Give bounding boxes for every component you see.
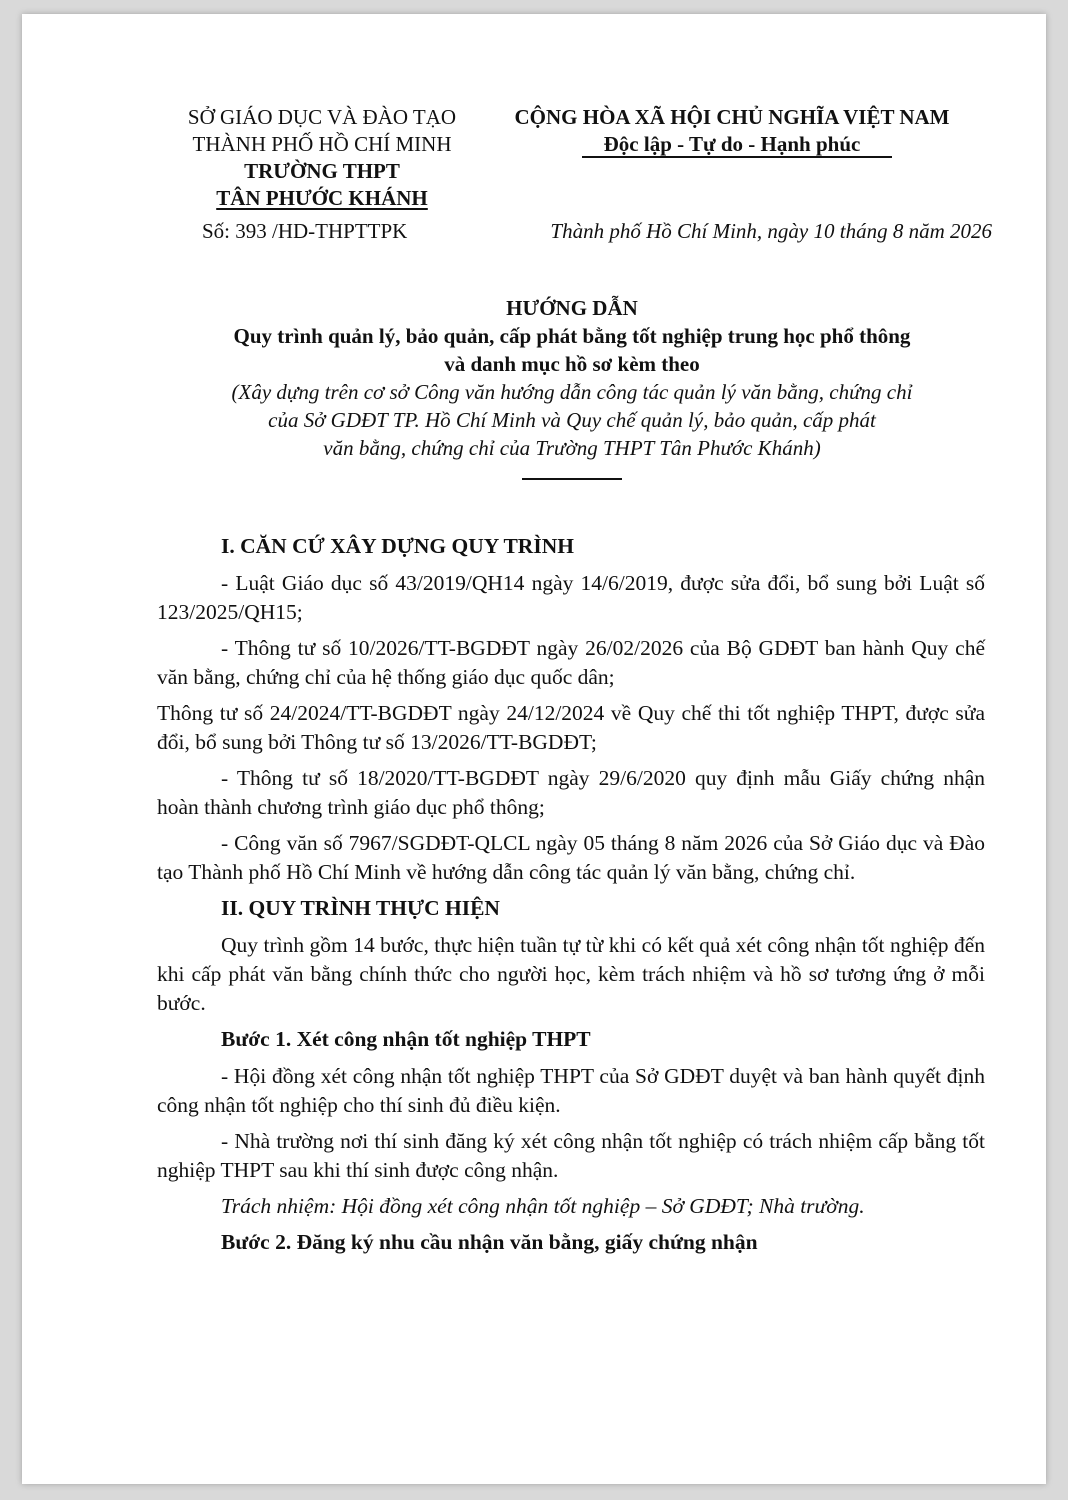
school-line-1: TRƯỜNG THPT — [244, 159, 400, 183]
legal-basis-item: - Thông tư số 18/2020/TT-BGDĐT ngày 29/6/2020 quy định mẫu Giấy chứng nhận hoàn thành chương trình giáo dục phổ thông; — [157, 766, 985, 819]
document-number: Số: 393 /HD-THPTTPK — [202, 219, 408, 243]
section-1-heading: I. CĂN CỨ XÂY DỰNG QUY TRÌNH — [221, 534, 574, 558]
document-subtitle-2: và danh mục hồ sơ kèm theo — [444, 352, 700, 376]
national-title: CỘNG HÒA XÃ HỘI CHỦ NGHĨA VIỆT NAM — [514, 105, 950, 129]
legal-basis-item: Thông tư số 24/2024/TT-BGDĐT ngày 24/12/2024 về Quy chế thi tốt nghiệp THPT, được sửa đổi, bổ sung bởi Thông tư số 13/2026/TT-BGDĐT; — [157, 701, 985, 754]
issuing-agency-header — [152, 104, 492, 212]
step-2-heading: Bước 2. Đăng ký nhu cầu nhận văn bằng, giấy chứng nhận — [221, 1230, 758, 1254]
step-1-item: - Nhà trường nơi thí sinh đăng ký xét công nhận tốt nghiệp có trách nhiệm cấp bằng tốt nghiệp THPT sau khi thí sinh được công nhận. — [157, 1129, 985, 1182]
document-subtitle-1: Quy trình quản lý, bảo quản, cấp phát bằng tốt nghiệp trung học phổ thông — [233, 324, 911, 348]
document-note-3: văn bằng, chứng chỉ của Trường THPT Tân Phước Khánh) — [323, 436, 821, 460]
document-title-block — [162, 294, 982, 462]
national-header — [477, 104, 987, 158]
national-motto: Độc lập - Tự do - Hạnh phúc — [603, 132, 861, 156]
title-divider — [522, 478, 622, 480]
section-2-intro: Quy trình gồm 14 bước, thực hiện tuần tự từ khi có kết quả xét công nhận tốt nghiệp đến khi cấp phát văn bằng chính thức cho người học, kèm trách nhiệm và hồ sơ tương ứng ở mỗi bước. — [157, 933, 985, 1015]
motto-underline — [582, 156, 892, 158]
step-1-responsibility: Trách nhiệm: Hội đồng xét công nhận tốt nghiệp – Sở GDĐT; Nhà trường. — [221, 1194, 865, 1218]
step-1-item: - Hội đồng xét công nhận tốt nghiệp THPT của Sở GDĐT duyệt và ban hành quyết định công nhận tốt nghiệp cho thí sinh đủ điều kiện. — [157, 1064, 985, 1117]
legal-basis-item: - Công văn số 7967/SGDĐT-QLCL ngày 05 tháng 8 năm 2026 của Sở Giáo dục và Đào tạo Thành phố Hồ Chí Minh về hướng dẫn công tác quản lý văn bằng, chứng chỉ. — [157, 831, 985, 884]
document-note-2: của Sở GDĐT TP. Hồ Chí Minh và Quy chế quản lý, bảo quản, cấp phát — [268, 408, 876, 432]
document-page — [22, 14, 1046, 1484]
section-2-heading: II. QUY TRÌNH THỰC HIỆN — [221, 896, 500, 920]
document-date: Thành phố Hồ Chí Minh, ngày 10 tháng 8 năm 2026 — [550, 219, 992, 243]
step-1-heading: Bước 1. Xét công nhận tốt nghiệp THPT — [221, 1027, 591, 1051]
agency-line-2: THÀNH PHỐ HỒ CHÍ MINH — [192, 132, 452, 156]
document-note-1: (Xây dựng trên cơ sở Công văn hướng dẫn công tác quản lý văn bằng, chứng chỉ — [231, 380, 913, 404]
legal-basis-item: - Luật Giáo dục số 43/2019/QH14 ngày 14/6/2019, được sửa đổi, bổ sung bởi Luật số 123/2025/QH15; — [157, 571, 985, 624]
legal-basis-item: - Thông tư số 10/2026/TT-BGDĐT ngày 26/02/2026 của Bộ GDĐT ban hành Quy chế văn bằng, chứng chỉ của hệ thống giáo dục quốc dân; — [157, 636, 985, 689]
agency-line-1: SỞ GIÁO DỤC VÀ ĐÀO TẠO — [187, 105, 457, 129]
document-body — [157, 532, 985, 1265]
school-line-2: TÂN PHƯỚC KHÁNH — [216, 186, 428, 210]
document-type-heading: HƯỚNG DẪN — [506, 296, 638, 320]
